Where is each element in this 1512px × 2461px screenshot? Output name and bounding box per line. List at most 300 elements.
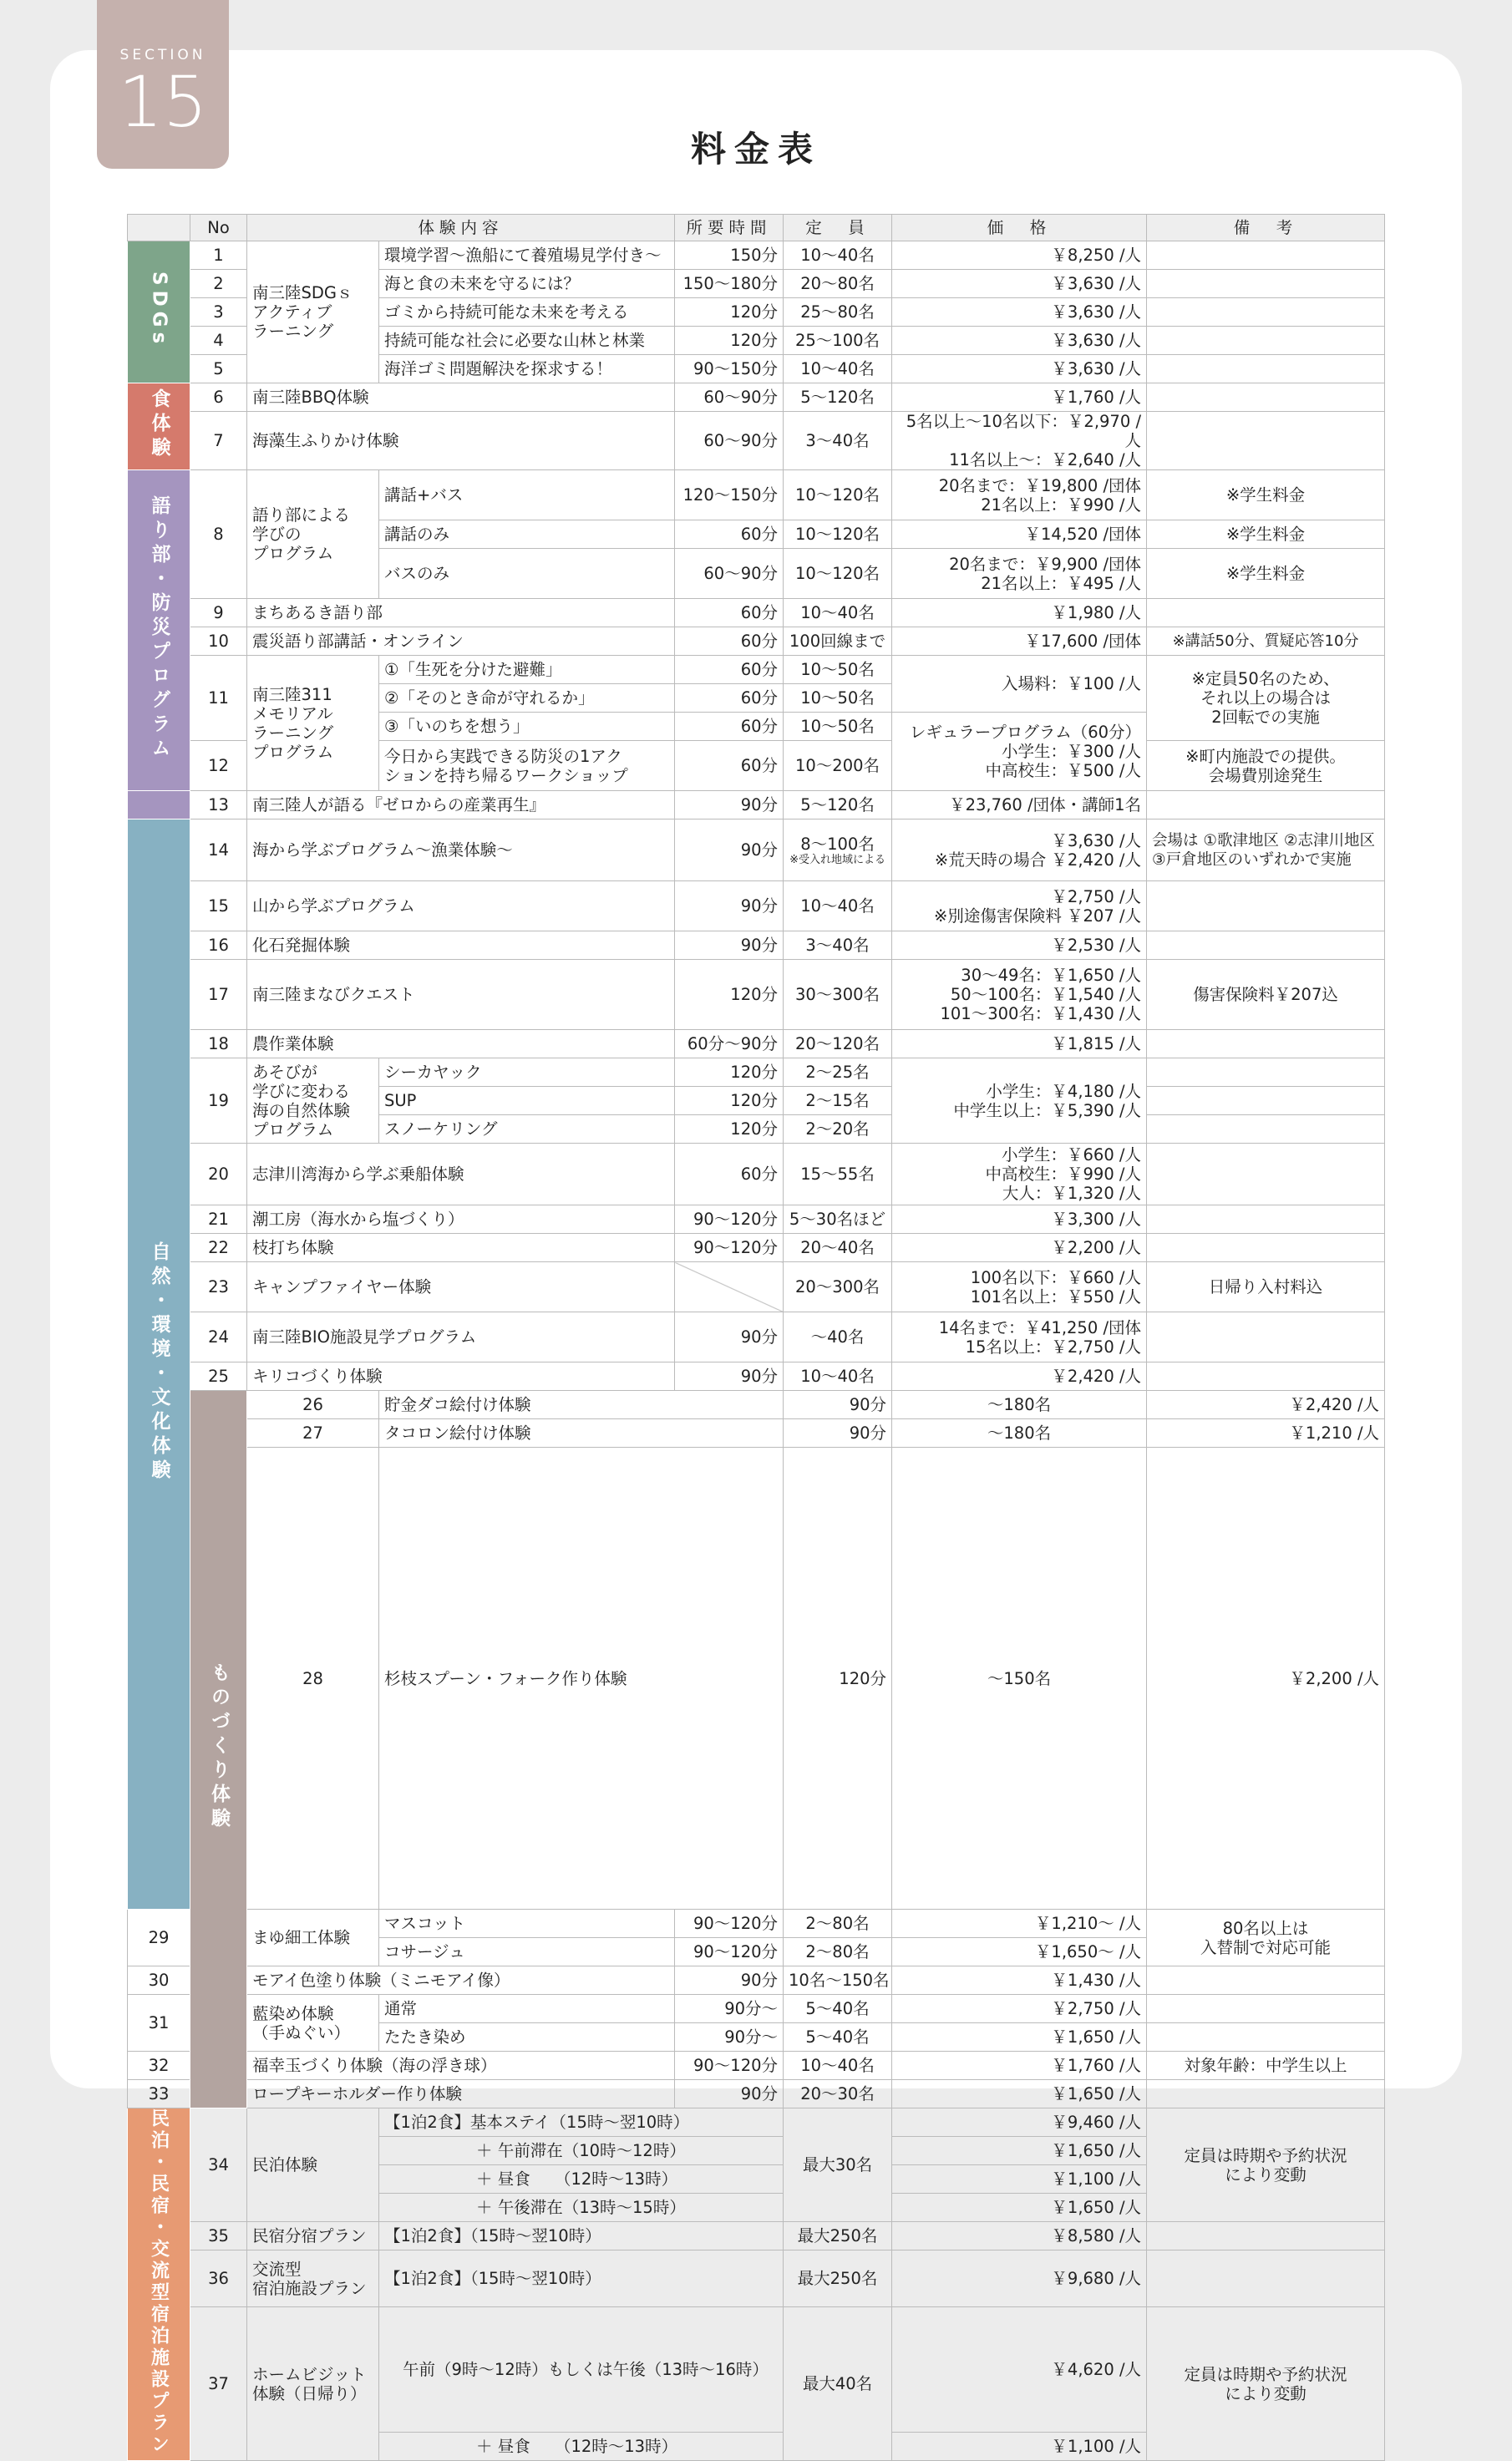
page-title: 料金表: [690, 129, 821, 170]
table-cell: ￥2,750 /人 ※別途傷害保険料 ￥207 /人: [892, 881, 1147, 931]
table-cell: [1147, 881, 1385, 931]
table-row: [128, 1995, 1385, 2023]
table-cell: 2〜80名: [784, 1938, 892, 1966]
table-cell: 藍染め体験 （手ぬぐい）: [247, 1995, 379, 2052]
row-number: 33: [128, 2080, 190, 2108]
table-cell: 20〜120名: [784, 1030, 892, 1058]
row-number: 32: [128, 2052, 190, 2080]
table-cell: コサージュ: [379, 1938, 675, 1966]
table-cell: 5〜30名ほど: [784, 1205, 892, 1234]
table-cell: [1147, 1115, 1385, 1144]
table-cell: 90〜120分: [675, 1938, 784, 1966]
table-cell: 10〜40名: [784, 599, 892, 627]
table-cell: 90分〜: [675, 1995, 784, 2023]
table-cell: ￥23,760 /団体・講師1名: [892, 791, 1147, 819]
table-cell: ￥1,100 /人: [892, 2433, 1147, 2461]
table-cell: [1147, 791, 1385, 819]
table-cell: 午前（9時〜12時）もしくは午後（13時〜16時）: [379, 2307, 784, 2433]
table-row: [128, 470, 1385, 520]
table-row: [128, 1448, 1385, 1910]
row-number: 34: [190, 2108, 247, 2222]
table-row: [128, 1205, 1385, 1234]
table-cell: 8〜100名 ※受入れ地域による: [784, 819, 892, 881]
price-table: [127, 214, 1385, 2461]
table-row: [128, 2108, 1385, 2137]
table-cell: ￥1,650 /人: [892, 2194, 1147, 2222]
table-cell: 海藻生ふりかけ体験: [247, 412, 675, 470]
table-cell: 講話のみ: [379, 520, 675, 549]
table-cell: ￥2,420 /人: [892, 1362, 1147, 1391]
header-price: 価 格: [892, 215, 1147, 241]
row-number: 27: [247, 1419, 379, 1448]
table-cell: [1147, 1362, 1385, 1391]
table-cell: 対象年齢：中学生以上: [1147, 2052, 1385, 2080]
table-cell: 15〜55名: [784, 1144, 892, 1205]
row-number: 6: [190, 383, 247, 412]
table-row: [128, 1058, 1385, 1087]
category-monozukuri: ものづくり体験: [190, 1391, 247, 2108]
table-cell: 120分: [675, 327, 784, 355]
table-row: [128, 656, 1385, 684]
header-no: No: [190, 215, 247, 241]
table-cell: SUP: [379, 1087, 675, 1115]
table-row: [128, 1910, 1385, 1938]
category-kataribe: 語り部・防災プログラム: [128, 470, 190, 791]
table-cell: 南三陸BIO施設見学プログラム: [247, 1312, 675, 1362]
table-cell: 10〜120名: [784, 470, 892, 520]
table-cell: 90分: [675, 931, 784, 960]
row-number: 19: [190, 1058, 247, 1144]
table-cell: 120〜150分: [675, 470, 784, 520]
table-cell: 10〜40名: [784, 241, 892, 270]
table-row: [128, 599, 1385, 627]
table-cell: [1147, 2222, 1385, 2250]
table-cell: 南三陸まなびクエスト: [247, 960, 675, 1030]
table-cell: ￥2,530 /人: [892, 931, 1147, 960]
row-number: 4: [190, 327, 247, 355]
table-cell: [1147, 1205, 1385, 1234]
table-cell: 震災語り部講話・オンライン: [247, 627, 675, 656]
row-number: 16: [190, 931, 247, 960]
table-cell: 90〜120分: [675, 2052, 784, 2080]
table-row: [128, 383, 1385, 412]
header-row: [128, 215, 1385, 241]
table-row: [128, 1312, 1385, 1362]
row-number: 36: [190, 2250, 247, 2307]
table-cell: 10名〜150名: [784, 1966, 892, 1995]
table-row: [128, 2222, 1385, 2250]
row-number: 28: [247, 1448, 379, 1910]
table-cell: 海から学ぶプログラム〜漁業体験〜: [247, 819, 675, 881]
table-row: [128, 791, 1385, 819]
table-cell: 90〜120分: [675, 1234, 784, 1262]
table-cell: 入場料：￥100 /人: [892, 656, 1147, 713]
table-cell: 小学生：￥660 /人 中高校生：￥990 /人 大人：￥1,320 /人: [892, 1144, 1147, 1205]
row-number: 29: [128, 1910, 190, 1966]
table-cell: [1147, 599, 1385, 627]
table-cell: あそびが 学びに変わる 海の自然体験 プログラム: [247, 1058, 379, 1144]
table-cell: 14名まで：￥41,250 /団体 15名以上：￥2,750 /人: [892, 1312, 1147, 1362]
row-number: 3: [190, 298, 247, 327]
table-cell: ※学生料金: [1147, 470, 1385, 520]
table-row: [128, 2052, 1385, 2080]
table-cell: 60分: [675, 599, 784, 627]
row-number: 18: [190, 1030, 247, 1058]
table-cell: ￥2,200 /人: [1147, 1448, 1385, 1910]
table-cell: 5〜40名: [784, 2023, 892, 2052]
table-cell: 150分: [675, 241, 784, 270]
table-cell: 〜40名: [784, 1312, 892, 1362]
table-cell: ＋ 昼食 （12時〜13時）: [379, 2165, 784, 2194]
table-cell: 2〜80名: [784, 1910, 892, 1938]
table-cell: レギュラープログラム（60分） 小学生：￥300 /人 中高校生：￥500 /人: [892, 713, 1147, 791]
table-cell: 60分: [675, 713, 784, 741]
row-number: 11: [190, 656, 247, 741]
table-cell: 60分: [675, 1144, 784, 1205]
table-cell: 10〜50名: [784, 713, 892, 741]
table-cell: ￥14,520 /団体: [892, 520, 1147, 549]
table-cell: 環境学習〜漁船にて養殖場見学付き〜: [379, 241, 675, 270]
table-cell: [1147, 931, 1385, 960]
table-cell: 貯金ダコ絵付け体験: [379, 1391, 784, 1419]
table-cell: 潮工房（海水から塩づくり）: [247, 1205, 675, 1234]
table-cell: 60分: [675, 656, 784, 684]
table-cell: 90分: [675, 1966, 784, 1995]
table-cell: 今日から実践できる防災の1アク ションを持ち帰るワークショップ: [379, 741, 675, 791]
table-cell: [1147, 2080, 1385, 2108]
row-number: 10: [190, 627, 247, 656]
table-cell: ③「いのちを想う」: [379, 713, 675, 741]
table-cell: 90分: [675, 1362, 784, 1391]
row-number: 17: [190, 960, 247, 1030]
table-cell: ＋ 午前滞在（10時〜12時）: [379, 2137, 784, 2165]
table-cell: ￥3,630 /人: [892, 355, 1147, 383]
table-cell: バスのみ: [379, 549, 675, 599]
table-cell: 5〜120名: [784, 791, 892, 819]
table-cell: 会場は ①歌津地区 ②志津川地区 ③戸倉地区のいずれかで実施: [1147, 819, 1385, 881]
table-cell: 通常: [379, 1995, 675, 2023]
table-cell: ゴミから持続可能な未来を考える: [379, 298, 675, 327]
row-number: 13: [190, 791, 247, 819]
table-cell: 10〜120名: [784, 520, 892, 549]
table-cell: 【1泊2食】（15時〜翌10時）: [379, 2222, 784, 2250]
table-cell: 100回線まで: [784, 627, 892, 656]
table-cell: 日帰り入村料込: [1147, 1262, 1385, 1312]
table-cell: 120分: [675, 298, 784, 327]
table-cell: 20〜300名: [784, 1262, 892, 1312]
table-cell: ￥1,430 /人: [892, 1966, 1147, 1995]
table-cell: スノーケリング: [379, 1115, 675, 1144]
table-cell: 講話+バス: [379, 470, 675, 520]
table-cell: まちあるき語り部: [247, 599, 675, 627]
table-row: [128, 1966, 1385, 1995]
table-row: [128, 241, 1385, 270]
row-number: 21: [190, 1205, 247, 1234]
table-cell: [1147, 1030, 1385, 1058]
table-cell: [1147, 1995, 1385, 2023]
table-cell: たたき染め: [379, 2023, 675, 2052]
table-cell: 交流型 宿泊施設プラン: [247, 2250, 379, 2307]
table-cell: 最大30名: [784, 2108, 892, 2222]
category-food: 食体験: [128, 383, 190, 470]
table-cell: 〜180名: [892, 1419, 1147, 1448]
row-number: 24: [190, 1312, 247, 1362]
table-cell: モアイ色塗り体験（ミニモアイ像）: [247, 1966, 675, 1995]
table-cell: ￥1,650〜 /人: [892, 1938, 1147, 1966]
table-cell: 持続可能な社会に必要な山林と林業: [379, 327, 675, 355]
table-cell: [1147, 1234, 1385, 1262]
table-row: [128, 2080, 1385, 2108]
table-cell: 語り部による 学びの プログラム: [247, 470, 379, 599]
row-number: 30: [128, 1966, 190, 1995]
table-cell: ※学生料金: [1147, 520, 1385, 549]
row-number: 22: [190, 1234, 247, 1262]
table-cell: 90分: [675, 791, 784, 819]
header-notes: 備 考: [1147, 215, 1385, 241]
table-cell: ￥17,600 /団体: [892, 627, 1147, 656]
table-cell: 枝打ち体験: [247, 1234, 675, 1262]
table-row: [128, 1262, 1385, 1312]
table-cell: 農作業体験: [247, 1030, 675, 1058]
table-cell: 最大250名: [784, 2250, 892, 2307]
category-minpaku: 民泊・民宿・交流型宿泊施設プラン: [128, 2108, 190, 2461]
table-cell: [1147, 355, 1385, 383]
table-cell: ￥2,420 /人: [1147, 1391, 1385, 1419]
row-number: 25: [190, 1362, 247, 1391]
section-label: SECTION: [119, 47, 206, 63]
table-cell: 90〜150分: [675, 355, 784, 383]
table-cell: シーカヤック: [379, 1058, 675, 1087]
table-cell: まゆ細工体験: [247, 1910, 379, 1966]
row-number: 37: [190, 2307, 247, 2461]
table-cell: ￥8,250 /人: [892, 241, 1147, 270]
table-cell: 100名以下：￥660 /人 101名以上：￥550 /人: [892, 1262, 1147, 1312]
table-row: [128, 412, 1385, 470]
table-cell: 90〜120分: [675, 1205, 784, 1234]
table-cell: 20〜80名: [784, 270, 892, 298]
category-label: [128, 791, 190, 819]
header-content: 体験内容: [247, 215, 675, 241]
table-cell: 60〜90分: [675, 412, 784, 470]
table-cell: 南三陸人が語る『ゼロからの産業再生』: [247, 791, 675, 819]
row-number: 31: [128, 1995, 190, 2052]
table-cell: 60分: [675, 520, 784, 549]
table-row: [128, 1419, 1385, 1448]
table-cell: 10〜40名: [784, 355, 892, 383]
row-number: 12: [190, 741, 247, 791]
table-cell: ホームビジット 体験（日帰り）: [247, 2307, 379, 2461]
table-cell: [1147, 383, 1385, 412]
table-cell: マスコット: [379, 1910, 675, 1938]
table-cell: [1147, 241, 1385, 270]
table-cell: 福幸玉づくり体験（海の浮き球）: [247, 2052, 675, 2080]
table-cell: 10〜40名: [784, 881, 892, 931]
table-cell: 120分: [675, 960, 784, 1030]
row-number: 14: [190, 819, 247, 881]
table-cell: タコロン絵付け体験: [379, 1419, 784, 1448]
table-cell: 【1泊2食】（15時〜翌10時）: [379, 2250, 784, 2307]
table-cell: ￥1,980 /人: [892, 599, 1147, 627]
table-cell: ￥9,460 /人: [892, 2108, 1147, 2137]
table-cell: 60分: [675, 741, 784, 791]
table-cell: ロープキーホルダー作り体験: [247, 2080, 675, 2108]
table-cell: 海洋ゴミ問題解決を探求する！: [379, 355, 675, 383]
table-cell: 【1泊2食】基本ステイ（15時〜翌10時）: [379, 2108, 784, 2137]
table-cell: 5〜120名: [784, 383, 892, 412]
table-row: [128, 960, 1385, 1030]
table-cell: ￥1,815 /人: [892, 1030, 1147, 1058]
table-row: [128, 1391, 1385, 1419]
table-cell: 20名まで：￥19,800 /団体 21名以上：￥990 /人: [892, 470, 1147, 520]
table-cell: 最大250名: [784, 2222, 892, 2250]
table-cell: 定員は時期や予約状況 により変動: [1147, 2108, 1385, 2222]
table-row: [128, 627, 1385, 656]
empty-time-cell: [675, 1262, 784, 1312]
table-cell: 25〜80名: [784, 298, 892, 327]
table-cell: 60〜90分: [675, 549, 784, 599]
table-cell: ②「そのとき命が守れるか」: [379, 684, 675, 713]
table-cell: 120分: [675, 1115, 784, 1144]
table-cell: ￥1,210〜 /人: [892, 1910, 1147, 1938]
table-cell: 3〜40名: [784, 412, 892, 470]
table-cell: [1147, 1058, 1385, 1087]
table-cell: ￥3,630 /人: [892, 327, 1147, 355]
table-cell: 120分: [675, 1087, 784, 1115]
table-cell: 10〜40名: [784, 2052, 892, 2080]
table-cell: ＋ 午後滞在（13時〜15時）: [379, 2194, 784, 2222]
row-number: 1: [190, 241, 247, 270]
table-cell: 120分: [784, 1448, 892, 1910]
table-cell: 120分: [675, 1058, 784, 1087]
table-cell: 化石発掘体験: [247, 931, 675, 960]
table-cell: ￥1,760 /人: [892, 383, 1147, 412]
group-label: 南三陸SDGｓ アクティブ ラーニング: [247, 241, 379, 383]
row-number: 5: [190, 355, 247, 383]
table-cell: 90分: [784, 1391, 892, 1419]
table-cell: ￥1,650 /人: [892, 2137, 1147, 2165]
table-cell: ※講話50分、質疑応答10分: [1147, 627, 1385, 656]
table-cell: 3〜40名: [784, 931, 892, 960]
table-cell: 5名以上〜10名以下：￥2,970 /人 11名以上〜：￥2,640 /人: [892, 412, 1147, 470]
table-cell: ￥1,650 /人: [892, 2023, 1147, 2052]
table-cell: 〜150名: [892, 1448, 1147, 1910]
table-cell: 10〜120名: [784, 549, 892, 599]
table-cell: ￥1,650 /人: [892, 2080, 1147, 2108]
table-cell: 10〜200名: [784, 741, 892, 791]
table-cell: 80名以上は 入替制で対応可能: [1147, 1910, 1385, 1966]
table-cell: ※学生料金: [1147, 549, 1385, 599]
table-cell: 傷害保険料￥207込: [1147, 960, 1385, 1030]
table-cell: 志津川湾海から学ぶ乗船体験: [247, 1144, 675, 1205]
table-cell: 60〜90分: [675, 383, 784, 412]
table-cell: 90分: [675, 819, 784, 881]
table-cell: 南三陸BBQ体験: [247, 383, 675, 412]
table-cell: 90分〜: [675, 2023, 784, 2052]
table-cell: 30〜49名：￥1,650 /人 50〜100名：￥1,540 /人 101〜300名：￥1,430 /人: [892, 960, 1147, 1030]
table-row: [128, 1030, 1385, 1058]
table-cell: 2〜25名: [784, 1058, 892, 1087]
row-number: 9: [190, 599, 247, 627]
row-number: 23: [190, 1262, 247, 1312]
table-cell: 10〜50名: [784, 684, 892, 713]
table-cell: 民泊体験: [247, 2108, 379, 2222]
table-cell: 20〜30名: [784, 2080, 892, 2108]
table-cell: [1147, 327, 1385, 355]
table-row: [128, 819, 1385, 881]
category-sdgs: SDGs: [128, 241, 190, 383]
table-cell: ￥1,760 /人: [892, 2052, 1147, 2080]
table-cell: 90〜120分: [675, 1910, 784, 1938]
table-cell: [1147, 412, 1385, 470]
table-cell: 小学生：￥4,180 /人 中学生以上：￥5,390 /人: [892, 1058, 1147, 1144]
table-cell: ￥2,750 /人: [892, 1995, 1147, 2023]
table-cell: 150〜180分: [675, 270, 784, 298]
table-cell: ￥3,630 /人: [892, 298, 1147, 327]
header-capacity: 定 員: [784, 215, 892, 241]
table-cell: ①「生死を分けた避難」: [379, 656, 675, 684]
category-nature: 自然・環境・文化体験: [128, 819, 190, 1910]
table-cell: 定員は時期や予約状況 により変動: [1147, 2307, 1385, 2461]
table-cell: 10〜50名: [784, 656, 892, 684]
table-cell: [1147, 2250, 1385, 2307]
table-cell: 20名まで：￥9,900 /団体 21名以上：￥495 /人: [892, 549, 1147, 599]
table-cell: 〜180名: [892, 1391, 1147, 1419]
table-cell: 90分: [675, 2080, 784, 2108]
table-cell: 南三陸311 メモリアル ラーニング プログラム: [247, 656, 379, 791]
table-cell: ￥1,100 /人: [892, 2165, 1147, 2194]
table-cell: [1147, 270, 1385, 298]
table-cell: 山から学ぶプログラム: [247, 881, 675, 931]
table-cell: [1147, 298, 1385, 327]
table-cell: 90分: [784, 1419, 892, 1448]
table-cell: ※定員50名のため、 それ以上の場合は 2回転での実施: [1147, 656, 1385, 741]
row-number: 20: [190, 1144, 247, 1205]
table-cell: [1147, 1144, 1385, 1205]
table-cell: 10〜40名: [784, 1362, 892, 1391]
table-cell: 海と食の未来を守るには？: [379, 270, 675, 298]
row-number: 7: [190, 412, 247, 470]
table-cell: [1147, 1312, 1385, 1362]
table-row: [128, 931, 1385, 960]
table-cell: ￥4,620 /人: [892, 2307, 1147, 2433]
table-cell: キャンプファイヤー体験: [247, 1262, 675, 1312]
table-row: [128, 881, 1385, 931]
table-cell: 30〜300名: [784, 960, 892, 1030]
row-number: 15: [190, 881, 247, 931]
table-cell: 2〜20名: [784, 1115, 892, 1144]
table-cell: [1147, 2023, 1385, 2052]
table-cell: 民宿分宿プラン: [247, 2222, 379, 2250]
table-cell: 最大40名: [784, 2307, 892, 2461]
table-row: [128, 2250, 1385, 2307]
table-cell: 2〜15名: [784, 1087, 892, 1115]
row-number: 8: [190, 470, 247, 599]
table-cell: 90分: [675, 881, 784, 931]
table-cell: 20〜40名: [784, 1234, 892, 1262]
table-cell: 60分〜90分: [675, 1030, 784, 1058]
table-row: [128, 1144, 1385, 1205]
table-cell: ￥9,680 /人: [892, 2250, 1147, 2307]
table-cell: 90分: [675, 1312, 784, 1362]
header-category: [128, 215, 190, 241]
table-cell: ￥1,210 /人: [1147, 1419, 1385, 1448]
table-cell: キリコづくり体験: [247, 1362, 675, 1391]
table-cell: ＋ 昼食 （12時〜13時）: [379, 2433, 784, 2461]
table-cell: [1147, 1087, 1385, 1115]
table-cell: ￥3,300 /人: [892, 1205, 1147, 1234]
row-number: 26: [247, 1391, 379, 1419]
table-row: [128, 1234, 1385, 1262]
